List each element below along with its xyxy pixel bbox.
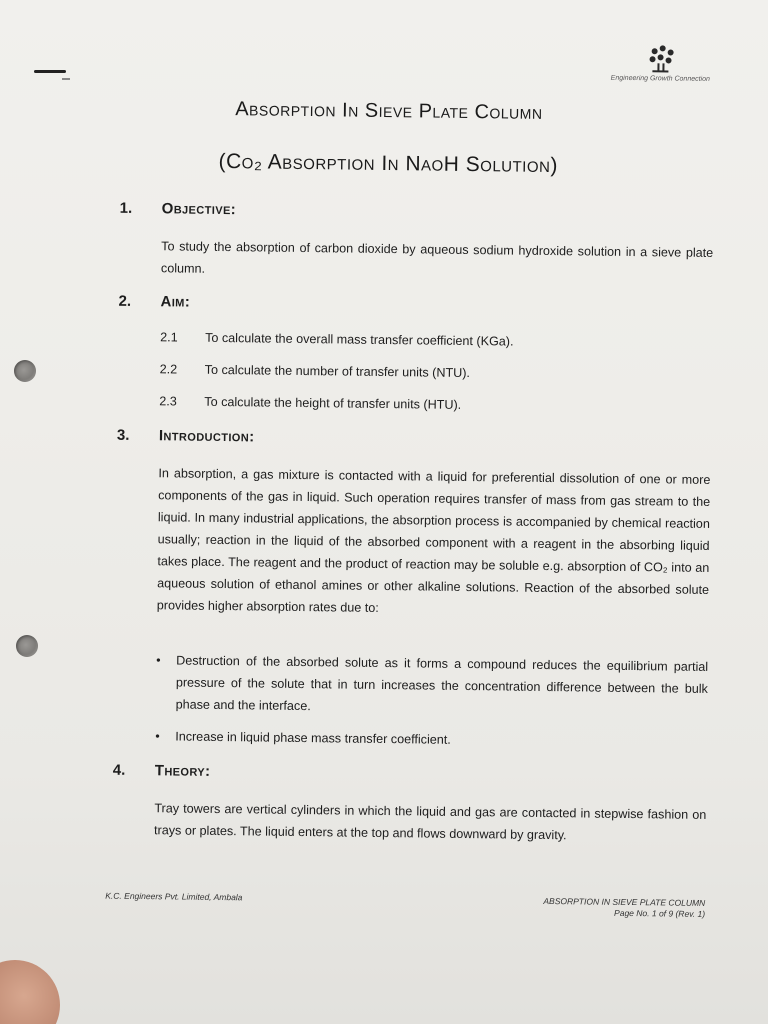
- aim-item: [159, 394, 461, 412]
- list-item-text: Destruction of the absorbed solute as it forms a compound reduces the equilibrium partial pressure of the solute that in turn increases the concentration difference between the bulk phase and the interface.: [175, 653, 709, 714]
- theory-text: Tray towers are vertical cylinders in which the liquid and gas are contacted in stepwise fashion on trays or plates. The liquid enters at the top and flows downward by gravity.: [154, 801, 707, 843]
- section-title-introduction: Introduction:: [158, 427, 255, 446]
- aim-item-text: To calculate the height of transfer units (HTU).: [204, 394, 462, 412]
- list-item: [155, 725, 707, 754]
- aim-item-number: 2.3: [159, 394, 177, 409]
- aim-item-text: To calculate the number of transfer units (NTU).: [204, 362, 471, 381]
- section-number-objective: 1.: [119, 199, 133, 217]
- section-title-aim: Aim:: [160, 293, 191, 311]
- introduction-text: In absorption, a gas mixture is contacted with a liquid for preferential dissolution of one or more components of the gas in liquid. Such operation requires transfer of mass from gas stream to the liquid. In many industrial applications, the absorption process is accompanied by chemical reaction usually; reaction in the liquid of the absorbed component with a reagent in the absorbing liquid takes place. The reagent and the product of reaction may be soluble e.g. absorption of CO₂ into an aqueous solution of ethanol amines or other alkaline solutions. Reaction of the absorbed solute provides higher absorption rates due to:: [156, 466, 711, 615]
- footer-company: K.C. Engineers Pvt. Limited, Ambala: [105, 890, 243, 903]
- aim-item-text: To calculate the overall mass transfer coefficient (KGa).: [205, 330, 514, 349]
- aim-item-number: 2.2: [159, 362, 178, 377]
- aim-item: [160, 362, 470, 380]
- section-number-introduction: 3.: [116, 426, 130, 444]
- section-number-aim: 2.: [118, 292, 132, 310]
- section-title-theory: Theory:: [154, 762, 211, 780]
- page-title: Absorption In Sieve Plate Column: [235, 98, 543, 124]
- aim-item-number: 2.1: [160, 330, 178, 345]
- list-item-text: Increase in liquid phase mass transfer coefficient.: [175, 729, 451, 747]
- list-item: [156, 649, 709, 722]
- bullet-icon: •: [155, 729, 160, 744]
- logo-icon: [640, 43, 680, 73]
- objective-text: To study the absorption of carbon dioxide by aqueous sodium hydroxide solution in a sieve plate column.: [160, 239, 714, 276]
- page-subtitle: (Co₂ Absorption In NaoH Solution): [218, 149, 559, 178]
- bullet-icon: •: [156, 653, 161, 668]
- aim-item: [160, 330, 514, 348]
- section-title-objective: Objective:: [161, 200, 237, 219]
- footer-doc-title: ABSORPTION IN SIEVE PLATE COLUMN: [543, 895, 706, 908]
- logo-tagline: Engineering Growth Connection: [610, 74, 710, 83]
- footer-page-number: Page No. 1 of 9 (Rev. 1): [614, 907, 706, 919]
- footer-doc-info: [543, 896, 705, 920]
- company-logo: [605, 43, 715, 83]
- section-number-theory: 4.: [112, 761, 126, 779]
